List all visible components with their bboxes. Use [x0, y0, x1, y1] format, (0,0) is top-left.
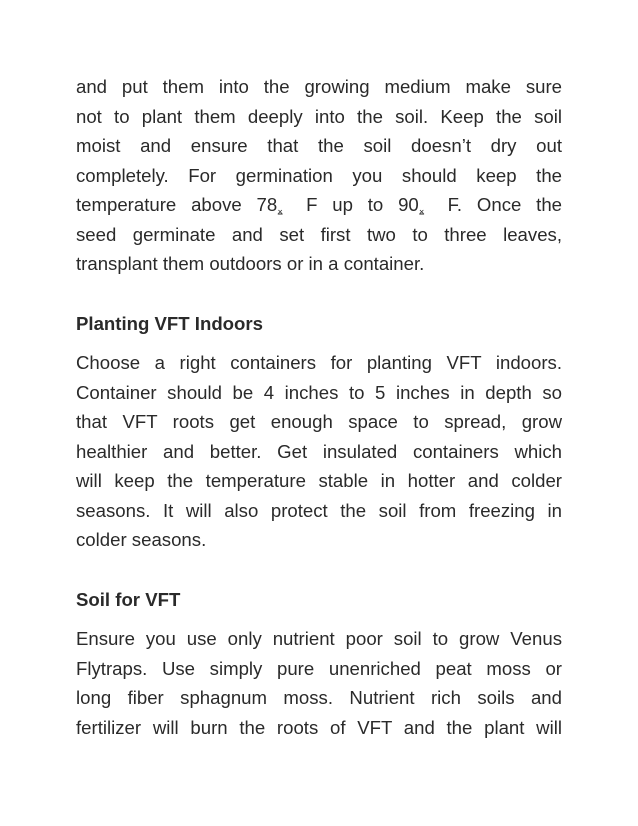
text-line: not to plant them deeply into the soil. Keep the soil	[76, 105, 562, 127]
degree-symbol-icon: ⨱	[418, 206, 425, 217]
text-line: long fiber sphagnum moss. Nutrient rich soils and	[76, 687, 562, 708]
text-line: seed germinate and set first two to three leaves,	[76, 223, 562, 245]
section-heading-indoors: Planting VFT Indoors	[76, 312, 263, 334]
heading-spacer	[76, 338, 562, 348]
heading-spacer	[76, 614, 562, 624]
text-line: Container should be 4 inches to 5 inches in depth so	[76, 381, 562, 403]
text-line: seasons. It will also protect the soil from freezing in	[76, 499, 562, 521]
text-line: Choose a right containers for planting VFT indoors.	[76, 352, 562, 373]
text-line: healthier and better. Get insulated containers which	[76, 440, 562, 462]
text-line: Flytraps. Use simply pure unenriched peat moss or	[76, 657, 562, 679]
intro-paragraph	[76, 72, 562, 279]
text-line: Ensure you use only nutrient poor soil to grow Venus	[76, 628, 562, 649]
temperature-text-3: F. Once the	[432, 194, 562, 215]
text-line: moist and ensure that the soil doesn’t dry out	[76, 135, 562, 156]
text-line: colder seasons.	[76, 529, 207, 550]
degree-symbol-icon: ⨱	[277, 206, 284, 217]
paragraph-spacer	[76, 279, 562, 309]
indoors-paragraph	[76, 348, 562, 555]
section-heading-soil: Soil for VFT	[76, 588, 181, 610]
text-line: transplant them outdoors or in a container.	[76, 253, 425, 274]
text-column	[76, 72, 562, 742]
soil-paragraph	[76, 624, 562, 742]
text-line: and put them into the growing medium make sure	[76, 76, 562, 97]
paragraph-spacer	[76, 555, 562, 585]
text-line: fertilizer will burn the roots of VFT and the plant will	[76, 716, 562, 738]
temperature-line	[76, 190, 562, 220]
text-line: that VFT roots get enough space to spread, grow	[76, 411, 562, 432]
text-line: completely. For germination you should keep the	[76, 164, 562, 186]
text-line: will keep the temperature stable in hotter and colder	[76, 470, 562, 491]
temperature-text-2: F up to 90	[291, 194, 419, 215]
temperature-text-1: temperature above 78	[76, 194, 278, 215]
